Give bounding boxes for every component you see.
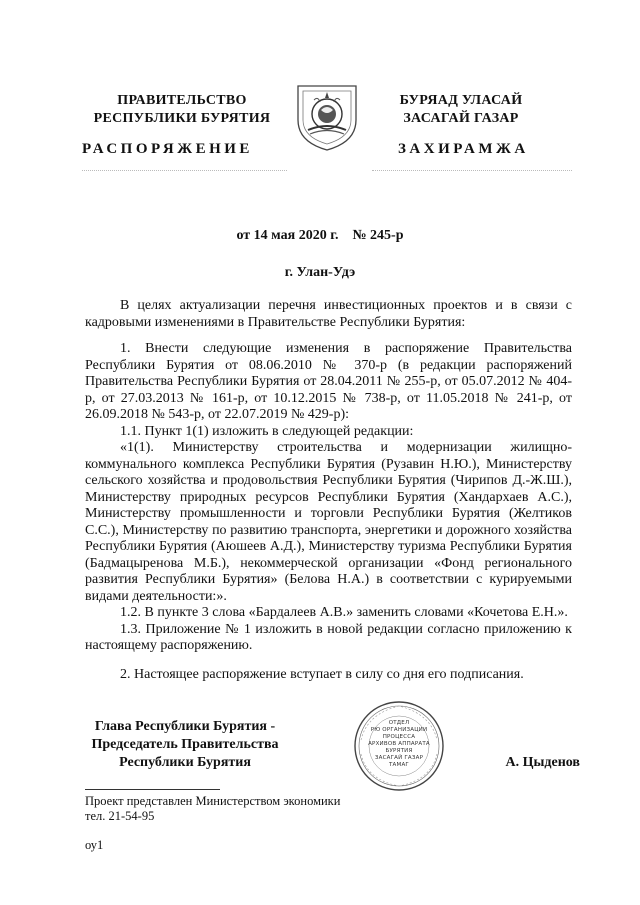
- intro-paragraph: В целях актуализации перечня инвестиционных проектов и в связи с кадровыми изменениями в Правительстве Республики Бурятия:: [85, 298, 572, 330]
- item-1-1: 1.1. Пункт 1(1) изложить в следующей редакции:: [120, 423, 414, 439]
- date-number: от 14 мая 2020 г. № 245-р: [236, 228, 404, 243]
- item-1-1-quote: «1(1). Министерству строительства и модернизации жилищно-коммунального комплекса Республики Бурятия (Рузавин Н.Ю.), Министерству сельского хозяйства и продовольствия Республики Бурятия (Чирипов Д.-Ж.Ш.), Министерству природных ресурсов Республики Бурятия (Хандархаев А.С.), Министерству промышленности и торговли Республики Бурятия (Желтиков С.С.), Министерству по развитию транспорта, энергетики и дорожного хозяйства Республики Бурятия (Аюшеев А.Д.), Министерству туризма Республики Бурятия (Бадмацыренова М.Б.), некоммерческой организации «Фонд регионального развития Республики Бурятия» (Белова Н.А.) в соответствии с курируемыми видами деятельности:».: [85, 440, 572, 604]
- emblem-icon: [294, 80, 360, 152]
- header-divider-right: [372, 170, 572, 171]
- signatory-title: [75, 718, 295, 772]
- stamp-line5: БУРЯТИЯ: [385, 748, 413, 754]
- document-kind-ru: РАСПОРЯЖЕНИЕ: [82, 141, 253, 157]
- header-left: [82, 92, 282, 128]
- header-divider-left: [82, 170, 287, 171]
- item-1: 1. Внести следующие изменения в распоряжение Правительства Республики Бурятия от 08.06.2010 № 370-р (в редакции распоряжений Правительства Республики Бурятия от 28.04.2011 № 255-р, от 05.07.2012 № 404-р, от 27.03.2013 № 161-р, от 10.12.2015 № 738-р, от 11.05.2018 № 241-р, от 26.09.2018 № 543-р, от 22.07.2019 № 429-р):: [85, 341, 572, 422]
- signatory-title-line3: Республики Бурятия: [119, 755, 251, 770]
- item-1-3: 1.3. Приложение № 1 изложить в новой редакции согласно приложению к настоящему распоряжению.: [85, 621, 572, 653]
- footer-rule: [85, 789, 220, 790]
- city: г. Улан-Удэ: [284, 265, 356, 280]
- footer-line1: Проект представлен Министерством экономики: [85, 794, 341, 808]
- footer-note: [85, 794, 385, 824]
- stamp-line1: ОТДЕЛ: [388, 720, 410, 726]
- stamp-line7: ТАМАГ: [389, 762, 409, 768]
- item-2: 2. Настоящее распоряжение вступает в силу со дня его подписания.: [120, 666, 524, 682]
- stamp-line3: ПРОЦЕССА: [382, 734, 416, 740]
- stamp-line4: АРХИВОВ АППАРАТА: [368, 741, 430, 747]
- stamp-line2: РЮ ОРГАНИЗАЦИИ: [370, 727, 428, 733]
- signatory-title-line2: Председатель Правительства: [91, 737, 279, 752]
- official-stamp: [343, 700, 455, 792]
- footer-line2: тел. 21-54-95: [85, 809, 155, 823]
- signatory-title-line1: Глава Республики Бурятия -: [94, 719, 276, 734]
- signatory-name: А. Цыденов: [505, 755, 580, 770]
- item-1-2: 1.2. В пункте 3 слова «Бардалеев А.В.» заменить словами «Кочетова Е.Н.».: [120, 605, 568, 620]
- stamp-line6: ЗАСАГАЙ ГАЗАР: [374, 755, 424, 761]
- header-right: [376, 92, 546, 128]
- header-left-line1: ПРАВИТЕЛЬСТВО: [117, 93, 247, 108]
- document-body: [85, 298, 572, 683]
- header-right-line2: ЗАСАГАЙ ГАЗАР: [403, 111, 519, 126]
- footer-code: оу1: [85, 838, 104, 852]
- document-kind-bua: ЗАХИРАМЖА: [398, 141, 529, 157]
- header-left-line2: РЕСПУБЛИКИ БУРЯТИЯ: [93, 111, 271, 126]
- header-right-line1: БУРЯАД УЛАСАЙ: [399, 93, 523, 108]
